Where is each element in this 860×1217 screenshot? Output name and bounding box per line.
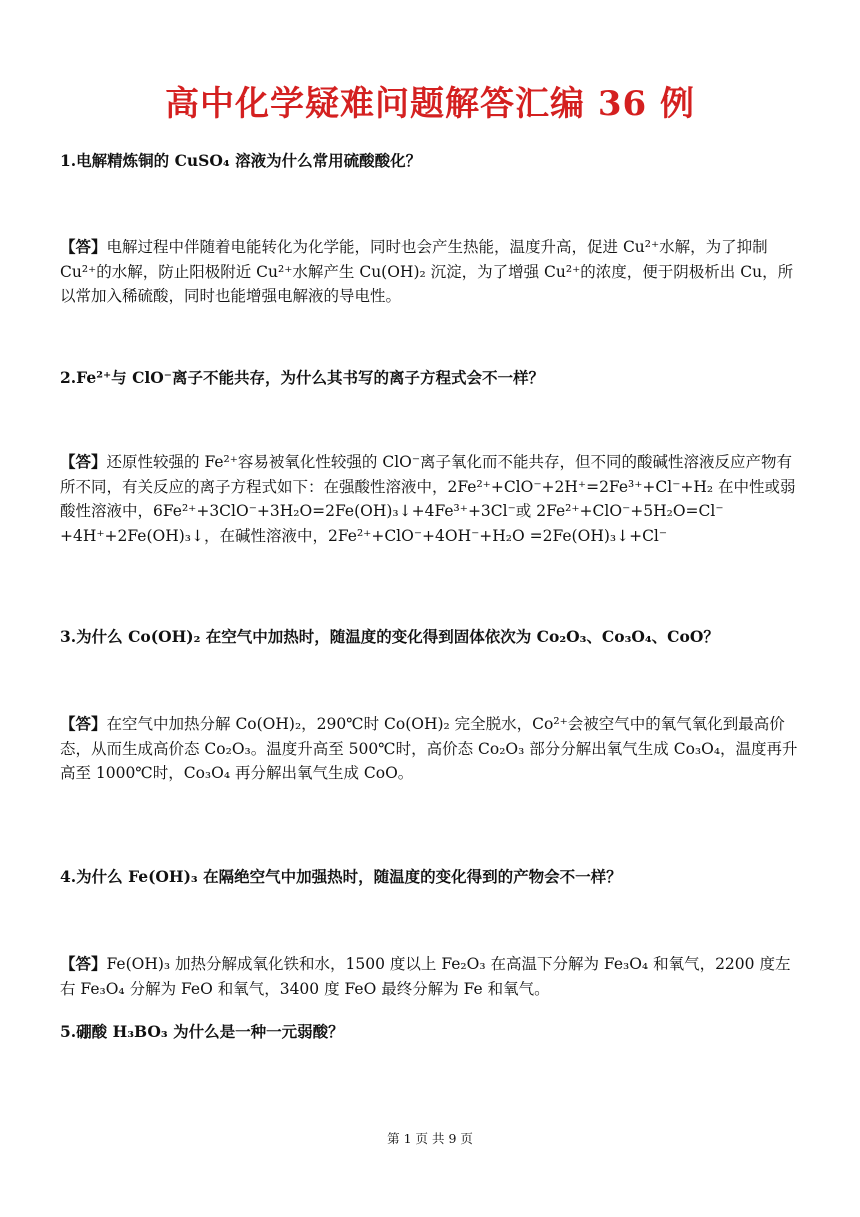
question-1: 1.电解精炼铜的 CuSO₄ 溶液为什么常用硫酸酸化？ (60, 151, 422, 170)
answer-4 (60, 952, 800, 1001)
answer-tag: 【答】 (60, 452, 107, 471)
answer-1 (60, 235, 800, 309)
answer-2 (60, 450, 800, 548)
answer-4-text: Fe(OH)₃ 加热分解成氧化铁和水，1500 度以上 Fe₂O₃ 在高温下分解为 Fe₃O₄ 和氧气，2200 度左右 Fe₃O₄ 分解为 FeO 和氧气，3400 度 FeO 最终分解为 Fe 和氧气。 (60, 955, 791, 998)
question-4: 4.为什么 Fe(OH)₃ 在隔绝空气中加强热时，随温度的变化得到的产物会不一样？ (60, 867, 622, 886)
answer-3 (60, 712, 800, 786)
answer-tag: 【答】 (60, 954, 107, 973)
page-title: 高中化学疑难问题解答汇编 36 例 (165, 84, 695, 124)
page-number: 第 1 页 共 9 页 (387, 1131, 473, 1146)
answer-tag: 【答】 (60, 714, 107, 733)
question-3: 3.为什么 Co(OH)₂ 在空气中加热时，随温度的变化得到固体依次为 Co₂O₃、Co₃O₄、CoO？ (60, 627, 719, 646)
answer-3-text: 在空气中加热分解 Co(OH)₂，290℃时 Co(OH)₂ 完全脱水，Co²⁺会被空气中的氧气氧化到最高价态，从而生成高价态 Co₂O₃。温度升高至 500℃时，高价态 Co₂O₃ 部分分解出氧气生成 Co₃O₄，温度再升高至 1000℃时，Co₃O₄ 再分解出氧气生成 CoO。 (60, 715, 798, 782)
question-5: 5.硼酸 H₃BO₃ 为什么是一种一元弱酸？ (60, 1022, 344, 1041)
answer-2-text: 还原性较强的 Fe²⁺容易被氧化性较强的 ClO⁻离子氧化而不能共存，但不同的酸碱性溶液反应产物有所不同，有关反应的离子方程式如下：在强酸性溶液中，2Fe²⁺+ClO⁻+2H⁺=2Fe³⁺+Cl⁻+H₂ 在中性或弱酸性溶液中，6Fe²⁺+3ClO⁻+3H₂O=2Fe(OH)₃↓+4Fe³⁺+3Cl⁻或 2Fe²⁺+ClO⁻+5H₂O=Cl⁻ +4H⁺+2Fe(OH)₃↓，在碱性溶液中，2Fe²⁺+ClO⁻+4OH⁻+H₂O =2Fe(OH)₃↓+Cl⁻ (60, 453, 796, 545)
question-2: 2.Fe²⁺与 ClO⁻离子不能共存，为什么其书写的离子方程式会不一样？ (60, 368, 544, 387)
answer-1-text: 电解过程中伴随着电能转化为化学能，同时也会产生热能，温度升高，促进 Cu²⁺水解，为了抑制 Cu²⁺的水解，防止阳极附近 Cu²⁺水解产生 Cu(OH)₂ 沉淀，为了增强 Cu²⁺的浓度，便于阴极析出 Cu，所以常加入稀硫酸，同时也能增强电解液的导电性。 (60, 238, 794, 305)
answer-tag: 【答】 (60, 237, 107, 256)
